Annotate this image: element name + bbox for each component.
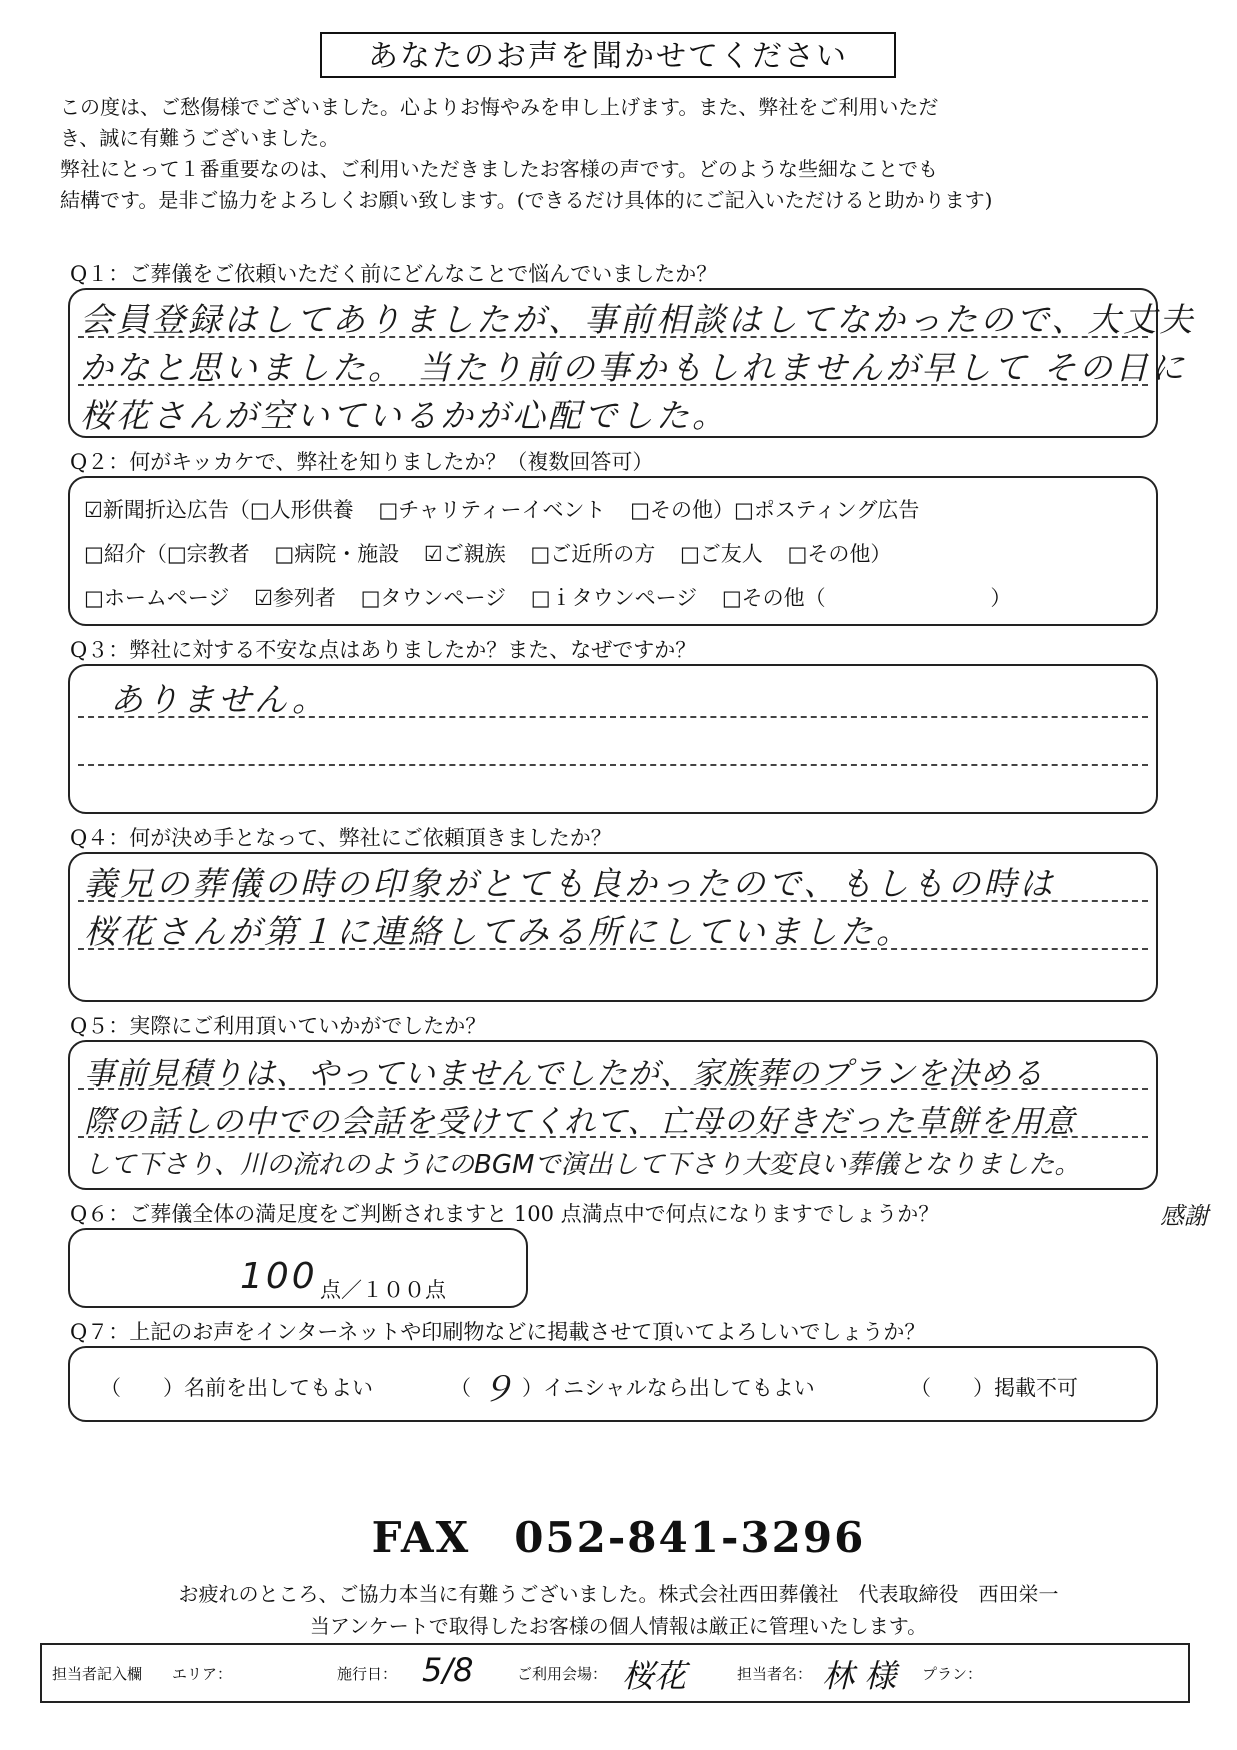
q5-answer-line: して下さり、川の流れのようにのBGMで演出して下さり大変良い葬儀となりました。	[84, 1150, 1081, 1180]
q2-option: □ｉタウンページ	[530, 586, 698, 610]
ruled-line	[78, 764, 1148, 766]
q3-question: Q３：弊社に対する不安な点はありましたか？また、なぜですか？	[70, 638, 697, 662]
q7-options-box	[68, 1346, 1158, 1422]
footer-thanks: お疲れのところ、ご協力本当に有難うございました。株式会社西田葬儀社 代表取締役 西田栄一	[178, 1582, 1059, 1606]
q2-option: □ご友人	[679, 542, 763, 566]
q2-option: □ご近所の方	[530, 542, 656, 566]
staff-entry-box	[40, 1643, 1190, 1703]
q1-answer-line: 桜花さんが空いているかが心配でした。	[80, 396, 728, 435]
person-label: 担当者名：	[737, 1665, 813, 1683]
date-value: 5/8	[422, 1651, 474, 1689]
q7-option-initial: ）イニシャルなら出してもよい	[522, 1376, 815, 1400]
q5-answer-box	[68, 1040, 1158, 1190]
q2-option: □病院・施設	[274, 542, 400, 566]
person-value: 林 様	[822, 1657, 897, 1695]
q1-answer-line: 会員登録はしてありましたが、事前相談はしてなかったので、大丈夫	[80, 300, 1196, 339]
intro-line: この度は、ご愁傷様でございました。心よりお悔やみを申し上げます。また、弊社をご利用いただ	[60, 95, 939, 119]
intro-line: 弊社にとって１番重要なのは、ご利用いただきましたお客様の声です。どのような些細なことでも	[60, 157, 938, 181]
q2-option: ☑新聞折込広告（□人形供養	[84, 498, 354, 522]
q2-option: □その他（	[721, 586, 826, 610]
q7-option-no-publish: （ ）掲載不可	[910, 1376, 1078, 1400]
q6-score-box	[68, 1228, 528, 1308]
date-label: 施行日：	[337, 1665, 398, 1683]
footer-privacy: 当アンケートで取得したお客様の個人情報は厳正に管理いたします。	[309, 1614, 928, 1638]
q7-option-name: （ ）名前を出してもよい	[100, 1376, 373, 1400]
q4-answer-line: 義兄の葬儀の時の印象がとても良かったので、もしもの時は	[84, 864, 1056, 903]
q2-option: □その他）□ポスティング広告	[630, 498, 920, 522]
staff-label: 担当者記入欄	[52, 1665, 143, 1683]
q2-option: □タウンページ	[360, 586, 507, 610]
intro-line: き、誠に有難うございました。	[60, 126, 340, 150]
q5-question: Q５：実際にご利用頂いていかがでしたか？	[70, 1014, 487, 1038]
q2-option: ☑ご親族	[423, 542, 506, 566]
q2-option-row	[84, 582, 1029, 612]
q2-option: ）	[990, 586, 1012, 610]
q2-option: □紹介（□宗教者	[84, 542, 250, 566]
q7-option-initial-mark: ９	[480, 1370, 517, 1410]
q7-option-initial-open: （	[450, 1376, 471, 1400]
fax-number: FAX 052-841-3296	[371, 1513, 866, 1562]
q4-answer-box	[68, 852, 1158, 1002]
q1-answer-box	[68, 288, 1196, 438]
q2-option-row	[84, 538, 909, 568]
q3-answer-box	[68, 664, 1158, 814]
q2-option: □その他）	[787, 542, 892, 566]
intro-text	[60, 92, 1180, 216]
area-label: エリア：	[172, 1665, 233, 1683]
q6-score-suffix: 点／１００点	[320, 1278, 446, 1302]
venue-value: 桜花	[622, 1657, 687, 1695]
q4-question: Q４：何が決め手となって、弊社にご依頼頂きましたか？	[70, 826, 612, 850]
q7-question: Q７：上記のお声をインターネットや印刷物などに掲載させて頂いてよろしいでしょうか？	[70, 1320, 926, 1344]
q2-option: ☑参列者	[254, 586, 336, 610]
q2-option-row	[84, 494, 937, 524]
q5-note: 感謝	[1160, 1202, 1208, 1230]
q3-answer-line: ありません。	[110, 680, 328, 719]
q6-question: Q６：ご葬儀全体の満足度をご判断されますと 100 点満点中で何点になりますでしょうか？	[70, 1202, 940, 1226]
q5-answer-line: 際の話しの中での会話を受けてくれて、亡母の好きだった草餅を用意	[84, 1104, 1076, 1140]
intro-line: 結構です。是非ご協力をよろしくお願い致します。(できるだけ具体的にご記入いただけると助かります)	[60, 188, 993, 212]
q5-answer-line: 事前見積りは、やっていませんでしたが、家族葬のプランを決める	[84, 1056, 1044, 1092]
q6-score: 100	[240, 1256, 318, 1297]
venue-label: ご利用会場：	[517, 1665, 608, 1683]
q2-question: Q２：何がキッカケで、弊社を知りましたか？（複数回答可）	[70, 450, 654, 474]
q2-option: □ホームページ	[84, 586, 230, 610]
q1-answer-line: かなと思いました。 当たり前の事かもしれませんが早して その日に	[80, 348, 1187, 387]
q1-question: Q１：ご葬儀をご依頼いただく前にどんなことで悩んでいましたか？	[70, 262, 718, 286]
q4-answer-line: 桜花さんが第１に連絡してみる所にしていました。	[84, 912, 912, 951]
plan-label: プラン：	[922, 1665, 983, 1683]
q2-option: □チャリティーイベント	[378, 498, 606, 522]
page-title: あなたのお声を聞かせてください	[320, 32, 896, 78]
q2-options-box	[68, 476, 1158, 626]
